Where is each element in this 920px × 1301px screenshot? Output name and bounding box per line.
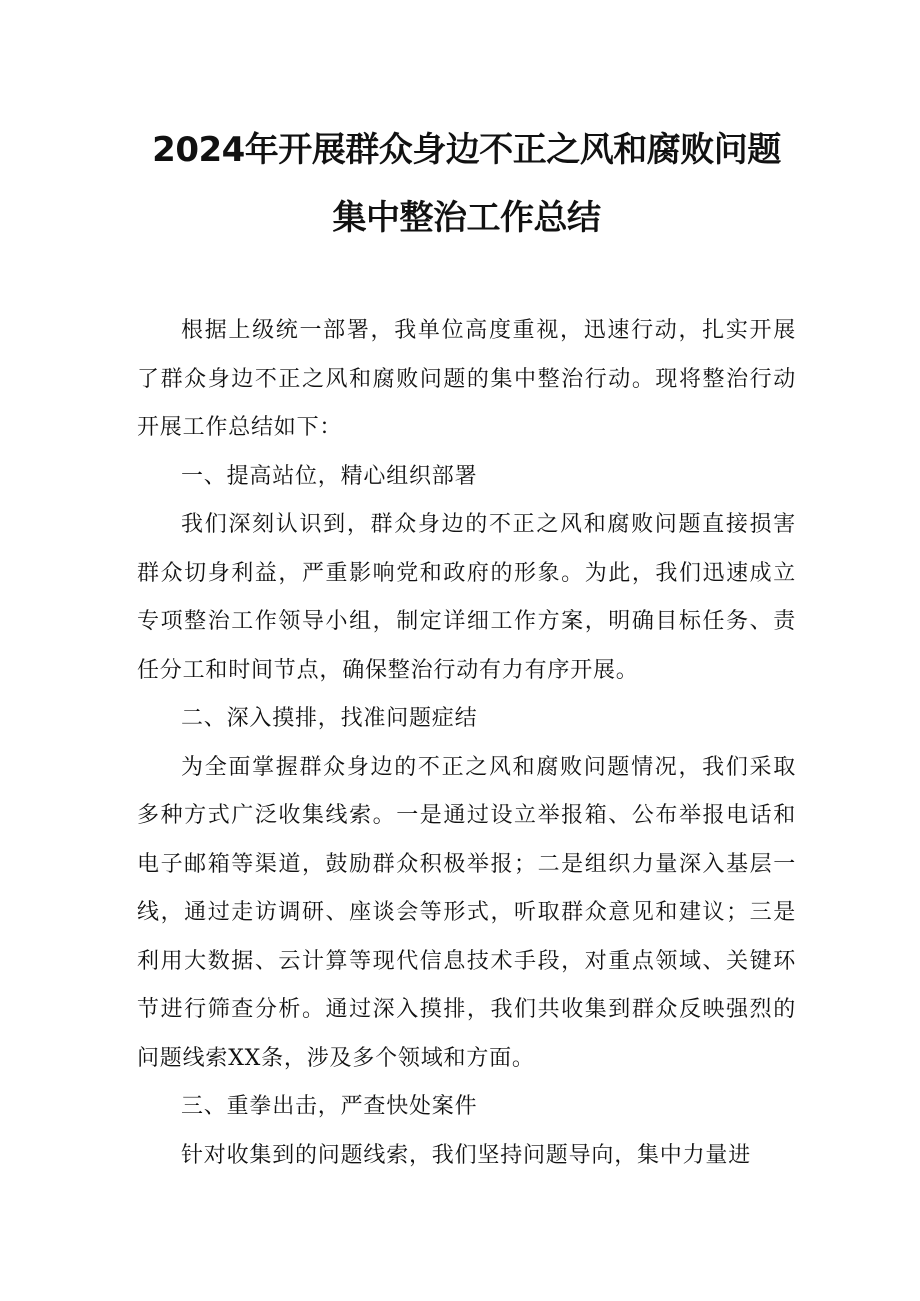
paragraph-intro: 根据上级统一部署，我单位高度重视，迅速行动，扎实开展了群众身边不正之风和腐败问题的集中整治行动。现将整治行动开展工作总结如下： — [137, 318, 796, 440]
document-body — [137, 307, 796, 1180]
section-heading-1: 一、提高站位，精心组织部署 — [181, 463, 478, 489]
document-title-line-1: 2024年开展群众身边不正之风和腐败问题 — [152, 130, 781, 170]
document-title-line-2: 集中整治工作总结 — [332, 198, 601, 238]
paragraph-section-3: 针对收集到的问题线索，我们坚持问题导向，集中力量进 — [181, 1142, 752, 1168]
section-heading-3: 三、重拳出击，严查快处案件 — [181, 1094, 478, 1119]
paragraph-section-1: 我们深刻认识到，群众身边的不正之风和腐败问题直接损害群众切身利益，严重影响党和政府的形象。为此，我们迅速成立专项整治工作领导小组，制定详细工作方案，明确目标任务、责任分工和时间节点，确保整治行动有力有序开展。 — [137, 512, 796, 683]
paragraph-section-2: 为全面掌握群众身边的不正之风和腐败问题情况，我们采取多种方式广泛收集线索。一是通过设立举报箱、公布举报电话和电子邮箱等渠道，鼓励群众积极举报；二是组织力量深入基层一线，通过走访调研、座谈会等形式，听取群众意见和建议；三是利用大数据、云计算等现代信息技术手段，对重点领域、关键环节进行筛查分析。通过深入摸排，我们共收集到群众反映强烈的问题线索XX条，涉及多个领域和方面。 — [137, 754, 796, 1071]
section-heading-2: 二、深入摸排，找准问题症结 — [181, 706, 478, 731]
title-block — [137, 0, 796, 252]
